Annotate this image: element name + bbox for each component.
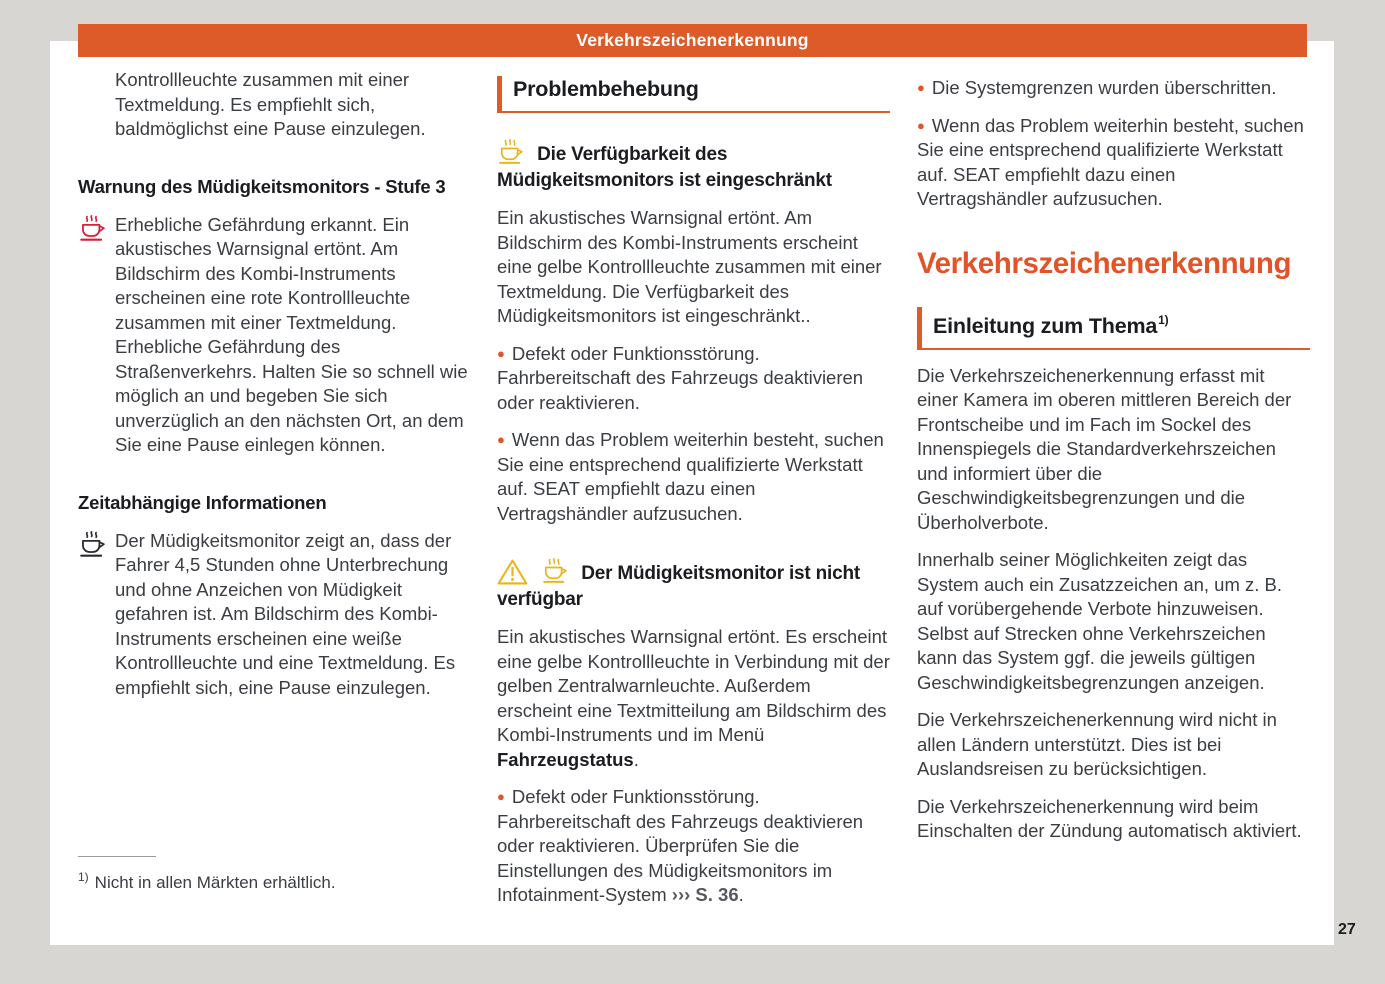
page-cross-reference: ››› S. 36 [671, 884, 739, 905]
footnote-marker: 1) [78, 870, 89, 884]
troubleshooting-heading: Problembehebung [497, 76, 890, 113]
coffee-cup-icon [78, 530, 106, 567]
unavailable-body [497, 625, 890, 772]
unavailable-bullet-1-suffix: . [738, 884, 744, 905]
availability-bullet-1 [497, 342, 890, 416]
middle-column [497, 76, 890, 908]
footnote-reference: 1) [1158, 312, 1169, 327]
intro-topic-heading-text: Einleitung zum Thema [933, 313, 1158, 338]
menu-item-reference: Fahrzeugstatus [497, 748, 634, 770]
chapter-title: Verkehrszeichenerkennung [917, 246, 1292, 280]
bullet-dot-icon [497, 786, 505, 807]
unavailable-subheading [497, 557, 890, 613]
bullet-dot-icon [497, 429, 505, 450]
coffee-cup-yellow-icon [541, 563, 581, 584]
availability-bullet-2 [497, 428, 890, 526]
page-number: 27 [1338, 921, 1356, 938]
warning-stage3-heading: Warnung des Müdigkeitsmonitors - Stufe 3 [78, 175, 446, 197]
time-info-paragraph [78, 529, 470, 701]
system-limits-bullet-text: Die Systemgrenzen wurden überschritten. [931, 77, 1277, 98]
intro-paragraph: Kontrollleuchte zusammen mit einer Textmeldung. Es empfiehlt sich, baldmöglichst eine Pause einzulegen. [115, 69, 426, 139]
bullet-dot-icon [917, 77, 925, 98]
footnote [78, 856, 478, 893]
bullet-dot-icon [917, 115, 925, 136]
unavailable-body-suffix: . [633, 748, 639, 770]
system-limits-bullet [917, 76, 1310, 101]
time-info-text: Der Müdigkeitsmonitor zeigt an, dass der Fahrer 4,5 Stunden ohne Unterbrechung und ohne Anzeichen von Müdigkeit gefahren ist. Am Bildschirm des Kombi-Instruments erscheinen eine weiße Kontrollleuchte und eine Textmeldung. Es empfiehlt sich, eine Pause einzulegen. [115, 529, 456, 698]
tsr-paragraph-4: Die Verkehrszeichenerkennung wird beim Einschalten der Zündung automatisch aktiviert. [917, 795, 1302, 841]
intro-topic-heading [917, 307, 1310, 350]
unavailable-bullet-1-text: Defekt oder Funktionsstörung. Fahrbereitschaft des Fahrzeugs deaktivieren oder reaktivieren. Überprüfen Sie die Einstellungen des Müdigkeitsmonitors im Infotainment-System [497, 786, 864, 905]
warning-stage3-text: Erhebliche Gefährdung erkannt. Ein akustisches Warnsignal ertönt. Am Bildschirm des Kombi-Instruments erscheinen eine rote Kontrollleuchte zusammen mit einer Textmeldung. Erhebliche Gefährdung des Straßenverkehrs. Halten Sie so schnell wie möglich an und begeben Sie sich unverzüglich an den nächsten Ort, an dem Sie eine Pause einlegen können. [115, 213, 468, 455]
unavailable-body-prefix: Ein akustisches Warnsignal ertönt. Es erscheint eine gelbe Kontrollleuchte in Verbindung mit der gelben Zentralwarnleuchte. Außerdem erscheint eine Textmitteilung am Bildschirm des Kombi-Instruments und im Menü [497, 626, 890, 745]
availability-subheading-text: Die Verfügbarkeit des Müdigkeitsmonitors ist eingeschränkt [497, 144, 832, 191]
tsr-paragraph-1: Die Verkehrszeichenerkennung erfasst mit einer Kamera im oberen mittleren Bereich der Frontscheibe und im Fach im Sockel des Innenspiegels die Standardverkehrszeichen und informiert über die Geschwindigkeitsbegrenzungen und die Überholverbote. [917, 364, 1292, 533]
bullet-dot-icon [497, 343, 505, 364]
warning-stage3-paragraph [78, 213, 470, 458]
tsr-paragraph-3: Die Verkehrszeichenerkennung wird nicht in allen Ländern unterstützt. Dies ist bei Auslandsreisen zu berücksichtigen. [917, 709, 1277, 779]
persistent-problem-bullet [917, 114, 1310, 212]
footnote-divider [78, 856, 156, 857]
availability-body: Ein akustisches Warnsignal ertönt. Am Bildschirm des Kombi-Instruments erscheint eine gelbe Kontrollleuchte zusammen mit einer Textmeldung. Die Verfügbarkeit des Müdigkeitsmonitors ist eingeschränkt.. [497, 207, 882, 326]
unavailable-subheading-text: Der Müdigkeitsmonitor ist nicht verfügbar [497, 563, 861, 610]
coffee-cup-yellow-icon [497, 144, 537, 165]
unavailable-bullet-1 [497, 785, 890, 908]
availability-bullet-1-text: Defekt oder Funktionsstörung. Fahrbereitschaft des Fahrzeugs deaktivieren oder reaktivieren. [497, 342, 864, 413]
right-column [917, 76, 1310, 844]
page-header-title: Verkehrszeichenerkennung [576, 30, 809, 50]
page-header-bar [78, 24, 1307, 57]
left-column [78, 68, 470, 700]
warning-triangle-icon [497, 563, 541, 584]
tsr-paragraph-2: Innerhalb seiner Möglichkeiten zeigt das System auch ein Zusatzzeichen an, um z. B. auf vorübergehende Verbote hinzuweisen. Selbst auf Strecken ohne Verkehrszeichen kann das System ggf. die jeweils gültigen Geschwindigkeitsbegrenzungen anzeigen. [917, 549, 1283, 693]
time-info-heading: Zeitabhängige Informationen [78, 491, 327, 513]
footnote-text: Nicht in allen Märkten erhältlich. [94, 873, 336, 892]
coffee-cup-red-icon [78, 214, 106, 251]
availability-bullet-2-text: Wenn das Problem weiterhin besteht, suchen Sie eine entsprechend qualifizierte Werkstatt auf. SEAT empfiehlt dazu einen Vertragshändler aufzusuchen. [497, 429, 884, 524]
persistent-problem-bullet-text: Wenn das Problem weiterhin besteht, suchen Sie eine entsprechend qualifizierte Werkstatt auf. SEAT empfiehlt dazu einen Vertragshändler aufzusuchen. [917, 114, 1304, 209]
availability-subheading [497, 138, 890, 194]
